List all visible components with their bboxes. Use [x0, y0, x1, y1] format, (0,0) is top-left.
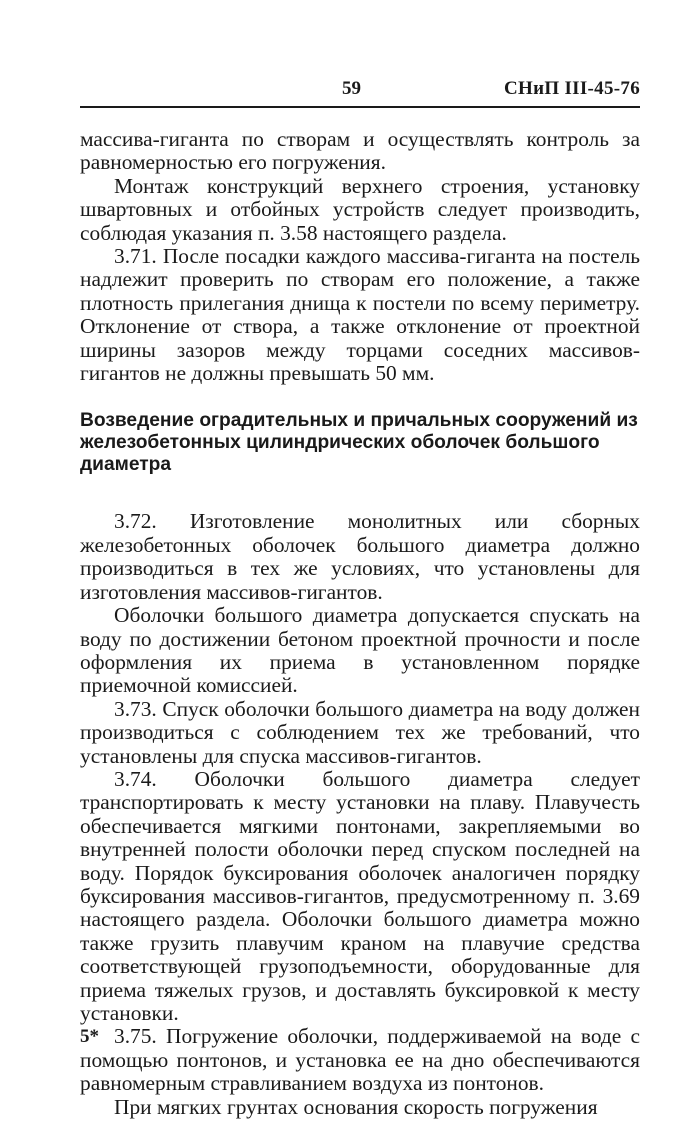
section-heading: Возведение оградительных и причальных сооружений из железобетонных цилиндрических оболочек большого диаметра [80, 410, 638, 476]
header-divider [80, 106, 640, 108]
document-code: СНиП III-45-76 [503, 78, 640, 99]
paragraph-soft-soil: При мягких грунтах основания скорость погружения [114, 1094, 598, 1119]
body-text [80, 128, 640, 1119]
page-header [80, 70, 640, 100]
paragraph-3-73: 3.73. Спуск оболочки большого диаметра на воду должен производиться с соблюдением тех же требований, что установлены для спуска массивов-гигантов. [80, 696, 640, 768]
signature-mark: 5* [80, 1026, 99, 1047]
paragraph-3-71: 3.71. После посадки каждого массива-гиганта на постель надлежит проверить по створам его положение, а также плотность прилегания днища к постели по всему периметру. Отклонение от створа, а также отклонение от проектной ширины зазоров между торцами соседних массивов-гигантов не должны превышать 50 мм. [80, 244, 640, 386]
paragraph-shell-launch: Оболочки большого диаметра допускается спускать на воду по достижении бетоном проектной прочности и после оформления их приема в установленном порядке приемочной комиссией. [80, 603, 640, 698]
paragraph-3-72: 3.72. Изготовление монолитных или сборных железобетонных оболочек большого диаметра должно производиться в тех же условиях, что установлены для изготовления массивов-гигантов. [80, 509, 640, 604]
page-number: 59 [342, 78, 361, 99]
paragraph-continuation: массива-гиганта по створам и осуществлять контроль за равномерностью его погружения. [80, 127, 640, 175]
paragraph-3-75: 3.75. Погружение оболочки, поддерживаемой на воде с помощью понтонов, и установка ее на дно обеспечиваются равномерным стравливанием воздуха из понтонов. [80, 1024, 640, 1096]
paragraph-3-74: 3.74. Оболочки большого диаметра следует транспортировать к месту установки на плаву. Плавучесть обеспечивается мягкими понтонами, закрепляемыми во внутренней полости оболочки перед спуском последней на воду. Порядок буксирования оболочек аналогичен порядку буксирования массивов-гигантов, предусмотренному п. 3.69 настоящего раздела. Оболочки большого диаметра можно также грузить плавучим краном на плавучие средства соответствующей грузоподъемности, оборудованные для приема тяжелых грузов, и доставлять буксировкой к месту установки. [80, 766, 640, 1025]
paragraph-montage: Монтаж конструкций верхнего строения, установку швартовных и отбойных устройств следует производить, соблюдая указания п. 3.58 настоящего раздела. [80, 173, 640, 245]
